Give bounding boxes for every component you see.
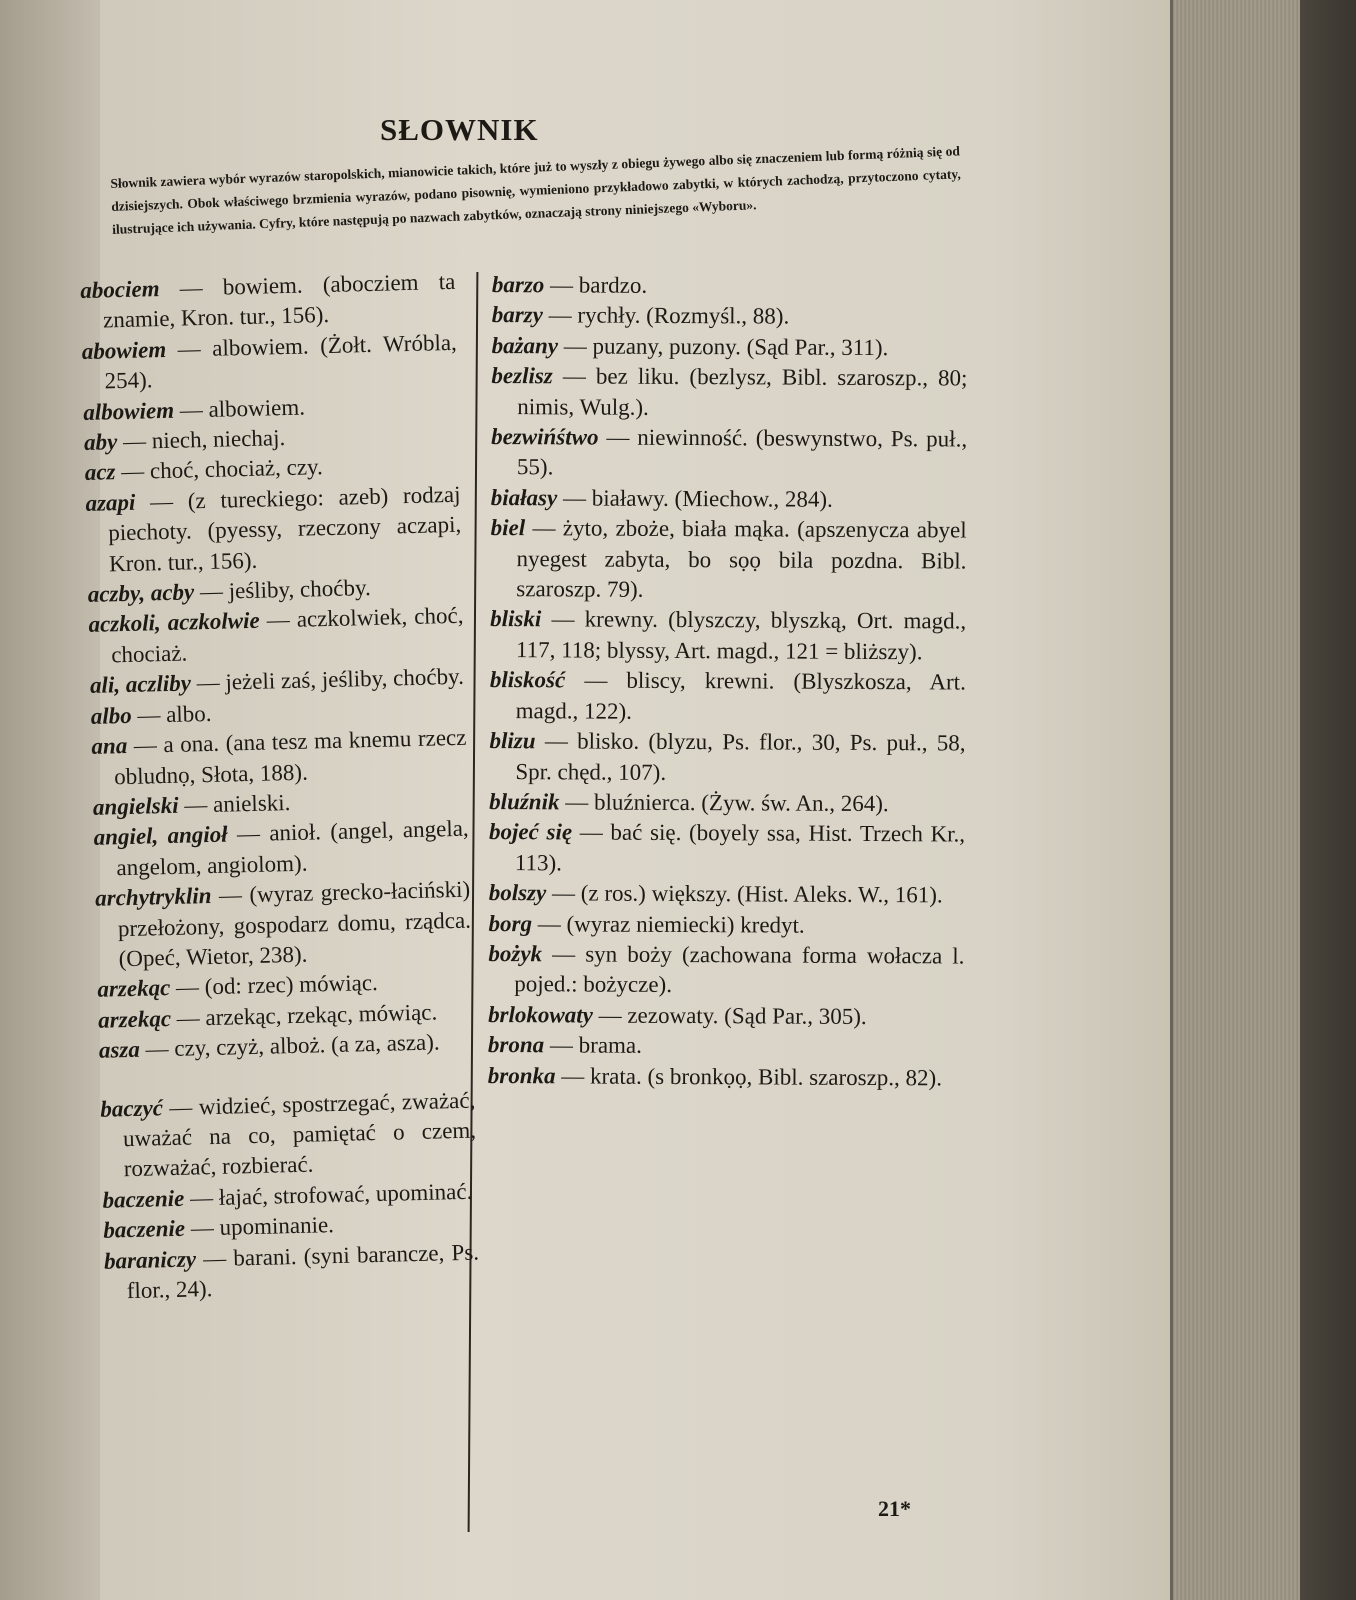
headword: albo: [90, 702, 132, 729]
dictionary-entry: [484, 939, 964, 1002]
definition: — krewny. (blyszczy, blyszką, Ort. magd., 117, 118; blyssy, Art. magd., 121 = bliższy).: [515, 606, 967, 665]
dictionary-entry: [487, 361, 967, 424]
left-column: [80, 267, 480, 1307]
dictionary-entry: [485, 878, 965, 911]
definition: — bardzo.: [550, 272, 648, 298]
dictionary-entry: [488, 300, 968, 333]
definition: — bez liku. (bezlysz, Bibl. szaroszp., 80; nimis, Wulg.).: [517, 363, 968, 420]
dictionary-entry: [95, 875, 472, 975]
definition: — (od: rzec) mówiąc.: [175, 970, 379, 1001]
definition: — aczkolwiek, choć, chociaż.: [110, 603, 464, 668]
dictionary-entry: [487, 483, 967, 516]
dictionary-entry: [485, 787, 965, 820]
dictionary-entry: [486, 665, 966, 728]
headword: bojeć się: [488, 819, 573, 845]
headword: brlokowaty: [488, 1001, 593, 1028]
definition: — (z ros.) większy. (Hist. Aleks. W., 161).: [551, 880, 943, 908]
headword: arzekąc: [97, 1005, 172, 1033]
dictionary-entry: [484, 1000, 964, 1033]
headword: aczkoli, aczkolwie: [88, 608, 260, 638]
headword: arzekąc: [97, 975, 171, 1003]
dictionary-entry: [485, 726, 965, 789]
definition: — jeżeli zaś, jeśliby, choćby.: [196, 664, 465, 696]
page-gutter: [0, 0, 100, 1600]
dictionary-entry: [85, 480, 462, 580]
headword: abowiem: [81, 336, 167, 364]
headword: ali, aczliby: [89, 670, 192, 699]
definition: — bać się. (boyely ssa, Hist. Trzech Kr., 113).: [514, 819, 966, 876]
dictionary-entry: [484, 909, 964, 942]
headword: bluźnik: [489, 788, 560, 815]
definition: — bluźnierca. (Żyw. św. An., 264).: [565, 789, 889, 817]
headword: bezlisz: [491, 363, 553, 389]
headword: barzy: [491, 302, 543, 328]
definition: — (wyraz niemiecki) kredyt.: [537, 910, 805, 938]
definition: — białawy. (Miechow., 284).: [562, 485, 833, 512]
definition: — niech, niechaj.: [122, 425, 286, 455]
headword: bliskość: [489, 667, 566, 693]
book-cover-edge: [1300, 0, 1356, 1600]
headword: angielski: [92, 792, 179, 820]
definition: — jeśliby, choćby.: [199, 575, 371, 605]
dictionary-entry: [93, 814, 469, 884]
definition: — anielski.: [184, 789, 291, 818]
headword: białasy: [490, 484, 558, 511]
headword: aby: [83, 429, 118, 455]
headword: borg: [488, 910, 533, 936]
headword: acz: [84, 459, 116, 486]
headword: bronka: [487, 1062, 556, 1088]
dictionary-entry: [487, 422, 967, 485]
definition: — albowiem. (Żołt. Wróbla, 254).: [104, 329, 458, 394]
page-number: 21*: [878, 1496, 911, 1521]
definition: — barani. (syni barancze, Ps. flor., 24).: [126, 1239, 480, 1304]
headword: archytryklin: [94, 883, 212, 911]
definition: — brama.: [549, 1032, 642, 1058]
headword: bożyk: [488, 940, 543, 967]
dictionary-entry: [81, 328, 457, 398]
definition: — anioł. (angel, angela, angelom, angiolom).: [116, 815, 469, 881]
headword: blizu: [489, 728, 536, 754]
headword: azapi: [85, 489, 136, 516]
definition: — arzekąc, rzekąc, mówiąc.: [176, 999, 438, 1031]
headword: baczenie: [102, 1185, 185, 1213]
definition: — (wyraz grecko-łaciński) przełożony, gospodarz domu, rządca. (Opeć, Wietor, 238).: [117, 876, 472, 972]
definition: — zezowaty. (Sąd Par., 305).: [598, 1002, 867, 1029]
definition: — niewinność. (beswynstwo, Ps. puł., 55).: [516, 424, 968, 480]
headword: baraniczy: [103, 1246, 197, 1274]
definition: — albo.: [137, 700, 212, 728]
dictionary-entry: [100, 1085, 477, 1185]
headword: biel: [490, 515, 526, 541]
headword: abociem: [80, 276, 160, 303]
definition: — bowiem. (abocziem ta znamie, Kron. tur., 156).: [102, 268, 456, 333]
definition: — łajać, strofować, upominać.: [189, 1178, 473, 1211]
definition: — rychły. (Rozmyśl., 88).: [548, 302, 790, 329]
definition: — widzieć, spostrzegać, zważać, uważać na co, pamiętać o czem, rozważać, rozbierać.: [122, 1087, 477, 1182]
definition: — krata. (s bronkọọ, Bibl. szaroszp., 82).: [561, 1062, 943, 1090]
dictionary-entry: [80, 267, 456, 337]
dictionary-entry: [488, 331, 968, 364]
headword: aczby, acby: [87, 579, 195, 607]
dictionary-entry: [91, 723, 467, 793]
headword: asza: [98, 1036, 141, 1063]
headword: brona: [487, 1032, 545, 1058]
headword: baczenie: [103, 1215, 186, 1243]
definition: — syn boży (zachowana forma wołacza l. pojed.: bożycze).: [514, 941, 965, 998]
dictionary-entry: [484, 1030, 964, 1063]
definition: — choć, chociaż, czy.: [120, 454, 324, 485]
page-title: SŁOWNIK: [380, 112, 539, 147]
headword: ana: [91, 733, 128, 759]
headword: angiel, angioł: [93, 821, 228, 851]
dictionary-entry: [88, 601, 464, 671]
dictionary-entry: [486, 604, 966, 667]
dictionary-entry: [488, 270, 968, 303]
dictionary-entry: [104, 1237, 480, 1307]
dictionary-entry: [485, 817, 965, 880]
definition: — żyto, zboże, biała mąka. (apszenycza abyel nyegest zabyta, bo sọọ bila pozdna. Bibl. szaroszp. 79).: [516, 515, 967, 602]
definition: — a ona. (ana tesz ma knemu rzecz obludnọ, Słota, 188).: [113, 724, 467, 789]
right-column: [484, 270, 968, 1093]
definition: — puzany, puzony. (Sąd Par., 311).: [563, 333, 889, 360]
headword: bolszy: [488, 880, 547, 906]
definition: — bliscy, krewni. (Blyszkosza, Art. magd., 122).: [515, 667, 966, 724]
definition: — (z tureckiego: azeb) rodzaj piechoty. (pyessy, rzeczony aczapi, Kron. tur., 156).: [107, 481, 462, 577]
headword: bliski: [490, 606, 542, 632]
definition: — blisko. (blyzu, Ps. flor., 30, Ps. puł., 58, Spr. chęd., 107).: [515, 728, 966, 785]
definition: — albowiem.: [179, 394, 306, 423]
headword: barzo: [491, 272, 545, 298]
definition: — upominanie.: [190, 1212, 335, 1241]
definition: — czy, czyż, alboż. (a za, asza).: [145, 1029, 440, 1062]
dictionary-entry: [484, 1061, 964, 1094]
headword: albowiem: [83, 397, 175, 425]
headword: bażany: [491, 332, 559, 359]
headword: bezwińśtwo: [491, 424, 599, 450]
dictionary-entry: [486, 513, 966, 607]
headword: baczyć: [100, 1094, 164, 1122]
intro-paragraph: Słownik zawiera wybór wyrazów staropolskich, mianowicie takich, które już to wyszły z obiegu żywego albo się znaczeniem lub formą różnią się od dzisiejszych. Obok właściwego brzmienia wyrazów, podano pisownię, wymieniono przykładowo zabytki, w których zachodzą, przytoczono cytaty, ilustrujące ich używania. Cyfry, które następują po nazwach zabytków, oznaczają strony niniejszego «Wyboru».: [110, 143, 961, 237]
